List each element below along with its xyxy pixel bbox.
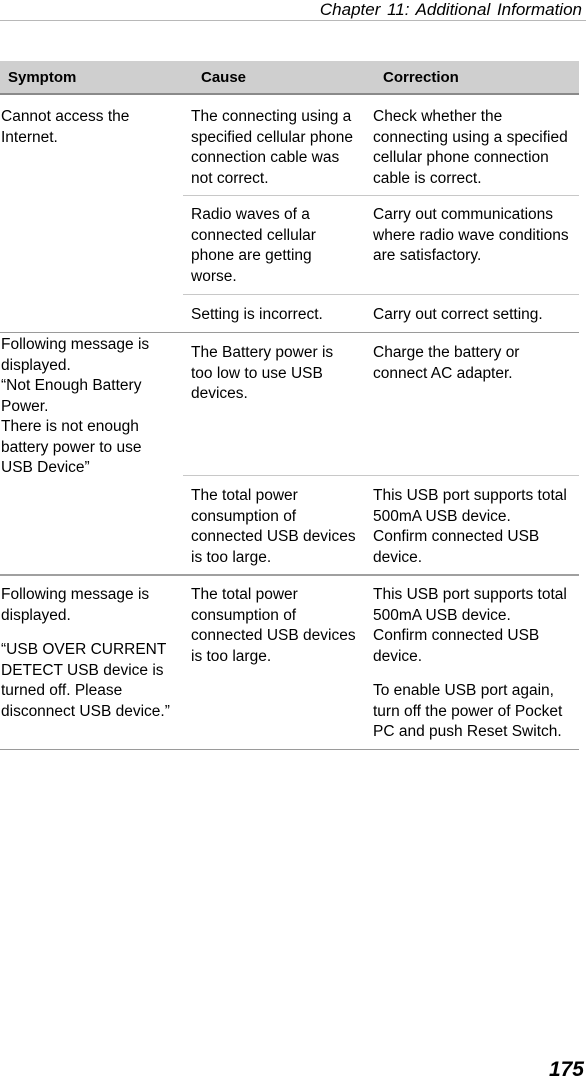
row-divider bbox=[183, 294, 579, 295]
cause-cell: The connecting using a specified cellular phone connection cable was not correct. bbox=[191, 108, 353, 187]
correction-cell: Check whether the connecting using a specified cellular phone connection cable is correct. bbox=[373, 108, 568, 187]
column-header-correction: Correction bbox=[383, 69, 459, 86]
correction-cell: Carry out correct setting. bbox=[373, 306, 543, 323]
row-divider bbox=[183, 195, 579, 196]
row-divider bbox=[183, 475, 579, 476]
cause-cell: The total power consumption of connected USB devices is too large. bbox=[191, 487, 356, 566]
correction-cell: Charge the battery or connect AC adapter. bbox=[373, 344, 520, 382]
correction-cell: This USB port supports total 500mA USB device. Confirm connected USB device. bbox=[373, 487, 567, 566]
cause-cell: The Battery power is too low to use USB devices. bbox=[191, 344, 334, 402]
column-header-cause: Cause bbox=[201, 69, 247, 86]
cause-cell: The total power consumption of connected USB devices is too large. bbox=[191, 586, 356, 665]
symptom-message: “USB OVER CURRENT DETECT USB device is turned off. Please disconnect USB device.” bbox=[1, 641, 170, 720]
cause-cell: Radio waves of a connected cellular phone are getting worse. bbox=[191, 206, 316, 285]
symptom-cell: Following message is displayed. “Not Enough Battery Power. There is not enough battery power to use USB Device” bbox=[1, 336, 150, 476]
row-divider bbox=[0, 574, 579, 576]
correction-note: To enable USB port again, turn off the power of Pocket PC and push Reset Switch. bbox=[373, 682, 563, 740]
correction-cell: This USB port supports total 500mA USB device. Confirm connected USB device. bbox=[373, 586, 567, 665]
table-bottom-border bbox=[0, 749, 579, 750]
correction-cell: Carry out communications where radio wave conditions are satisfactory. bbox=[373, 206, 569, 264]
symptom-cell: Cannot access the Internet. bbox=[1, 108, 130, 146]
row-divider bbox=[0, 332, 579, 333]
page-number: 175 bbox=[548, 1058, 584, 1081]
header-divider bbox=[0, 20, 586, 21]
chapter-title: Chapter 11: Additional Information bbox=[319, 0, 582, 19]
column-header-symptom: Symptom bbox=[8, 69, 77, 86]
cause-cell: Setting is incorrect. bbox=[191, 306, 323, 323]
table-header bbox=[0, 61, 579, 95]
symptom-cell: Following message is displayed. bbox=[1, 586, 150, 624]
